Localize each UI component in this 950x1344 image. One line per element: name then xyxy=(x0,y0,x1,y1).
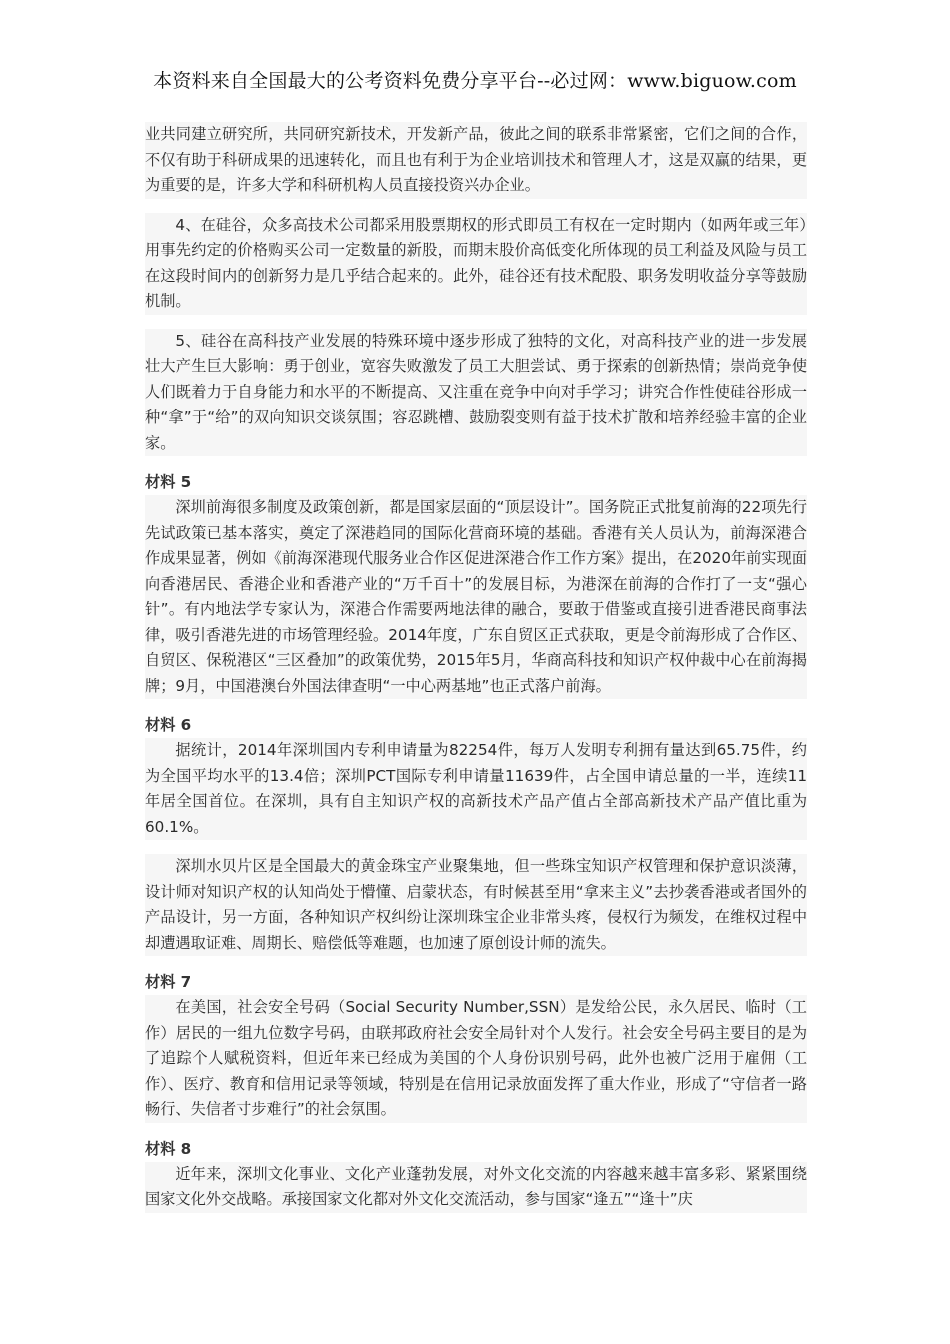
paragraph: 在美国，社会安全号码（Social Security Number,SSN）是发给公民，永久居民、临时（工作）居民的一组九位数字号码，由联邦政府社会安全局针对个人发行。社会安全号码主要目的是为了追踪个人赋税资料，但近年来已经成为美国的个人身份识别号码，此外也被广泛用于雇佣（工作）、医疗、教育和信用记录等领域，特别是在信用记录放面发挥了重大作业，形成了“守信者一路畅行、失信者寸步难行”的社会氛围。 xyxy=(145,995,807,1123)
paragraph: 5、硅谷在高科技产业发展的特殊环境中逐步形成了独特的文化，对高科技产业的进一步发展壮大产生巨大影响：勇于创业，宽容失败激发了员工大胆尝试、勇于探索的创新热情；崇尚竞争使人们既着力于自身能力和水平的不断提高、又注重在竞争中向对手学习；讲究合作性使硅谷形成一种“拿”于“给”的双向知识交谈氛围；容忍跳槽、鼓励裂变则有益于技术扩散和培养经验丰富的企业家。 xyxy=(145,329,807,457)
page-header: 本资料来自全国最大的公考资料免费分享平台--必过网：www.biguow.com xyxy=(153,70,797,92)
section-heading: 材料 7 xyxy=(145,973,192,991)
section-heading: 材料 5 xyxy=(145,473,192,491)
paragraph: 业共同建立研究所，共同研究新技术，开发新产品，彼此之间的联系非常紧密，它们之间的合作，不仅有助于科研成果的迅速转化，而且也有利于为企业培训技术和管理人才，这是双赢的结果，更为重要的是，许多大学和科研机构人员直接投资兴办企业。 xyxy=(145,122,807,199)
section-heading: 材料 6 xyxy=(145,716,192,734)
paragraph: 近年来，深圳文化事业、文化产业蓬勃发展，对外文化交流的内容越来越丰富多彩、紧紧围绕国家文化外交战略。承接国家文化都对外文化交流活动，参与国家“逢五”“逢十”庆 xyxy=(145,1162,807,1213)
paragraph: 4、在硅谷，众多高技术公司都采用股票期权的形式即员工有权在一定时期内（如两年或三年）用事先约定的价格购买公司一定数量的新股，而期末股价高低变化所体现的员工利益及风险与员工在这段时间内的创新努力是几乎结合起来的。此外，硅谷还有技术配股、职务发明收益分享等鼓励机制。 xyxy=(145,213,807,315)
paragraph: 据统计，2014年深圳国内专利申请量为82254件，每万人发明专利拥有量达到65.75件，约为全国平均水平的13.4倍；深圳PCT国际专利申请量11639件，占全国申请总量的一半，连续11年居全国首位。在深圳，具有自主知识产权的高新技术产品产值占全部高新技术产品产值比重为60.1%。 xyxy=(145,738,807,840)
section-heading: 材料 8 xyxy=(145,1139,192,1158)
paragraph: 深圳水贝片区是全国最大的黄金珠宝产业聚集地，但一些珠宝知识产权管理和保护意识淡薄，设计师对知识产权的认知尚处于懵懂、启蒙状态，有时候甚至用“拿来主义”去抄袭香港或者国外的产品设计，另一方面，各种知识产权纠纷让深圳珠宝企业非常头疼，侵权行为频发，在维权过程中却遭遇取证难、周期长、赔偿低等难题，也加速了原创设计师的流失。 xyxy=(145,854,807,956)
document-body xyxy=(145,122,807,1213)
paragraph: 深圳前海很多制度及政策创新，都是国家层面的“顶层设计”。国务院正式批复前海的22项先行先试政策已基本落实，奠定了深港趋同的国际化营商环境的基础。香港有关人员认为，前海深港合作成果显著，例如《前海深港现代服务业合作区促进深港合作工作方案》提出，在2020年前实现面向香港居民、香港企业和香港产业的“万千百十”的发展目标，为港深在前海的合作打了一支“强心针”。有内地法学专家认为，深港合作需要两地法律的融合，要敢于借鉴或直接引进香港民商事法律，吸引香港先进的市场管理经验。2014年度，广东自贸区正式获取，更是令前海形成了合作区、自贸区、保税港区“三区叠加”的政策优势，2015年5月，华商高科技和知识产权仲裁中心在前海揭牌；9月，中国港澳台外国法律查明“一中心两基地”也正式落户前海。 xyxy=(145,495,807,699)
